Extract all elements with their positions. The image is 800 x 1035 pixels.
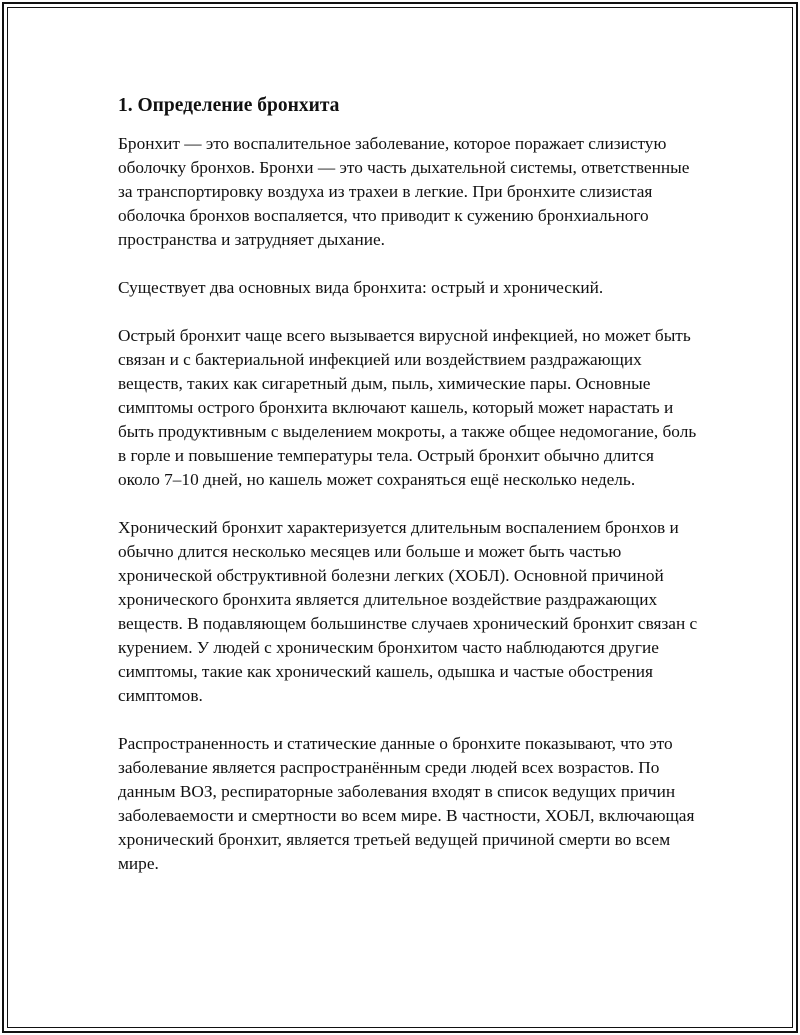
paragraph-acute: Острый бронхит чаще всего вызывается вирусной инфекцией, но может быть связан и с бактериальной инфекцией или воздействием раздражающих веществ, таких как сигаретный дым, пыль, химические пары. Основные симптомы острого бронхита включают кашель, который может нарастать и быть продуктивным с выделением мокроты, а также общее недомогание, боль в горле и повышение температуры тела. Острый бронхит обычно длится около 7–10 дней, но кашель может сохраняться ещё несколько недель. (118, 326, 697, 489)
paragraph-definition: Бронхит — это воспалительное заболевание, которое поражает слизистую оболочку бронхов. Бронхи — это часть дыхательной системы, ответственные за транспортировку воздуха из трахеи в легкие. При бронхите слизистая оболочка бронхов воспаляется, что приводит к сужению бронхиального пространства и затрудняет дыхание. (118, 134, 690, 249)
document-body (118, 94, 698, 900)
section-heading: 1. Определение бронхита (118, 95, 340, 116)
paragraph-prevalence: Распространенность и статические данные о бронхите показывают, что это заболевание является распространённым среди людей всех возрастов. По данным ВОЗ, респираторные заболевания входят в список ведущих причин заболеваемости и смертности во всем мире. В частности, ХОБЛ, включающая хронический бронхит, является третьей ведущей причиной смерти во всем мире. (118, 734, 695, 873)
paragraph-chronic: Хронический бронхит характеризуется длительным воспалением бронхов и обычно длится несколько месяцев или больше и может быть частью хронической обструктивной болезни легких (ХОБЛ). Основной причиной хронического бронхита является длительное воздействие раздражающих веществ. В подавляющем большинстве случаев хронический бронхит связан с курением. У людей с хроническим бронхитом часто наблюдаются другие симптомы, такие как хронический кашель, одышка и частые обострения симптомов. (118, 518, 698, 705)
paragraph-types: Существует два основных вида бронхита: острый и хронический. (118, 278, 604, 297)
